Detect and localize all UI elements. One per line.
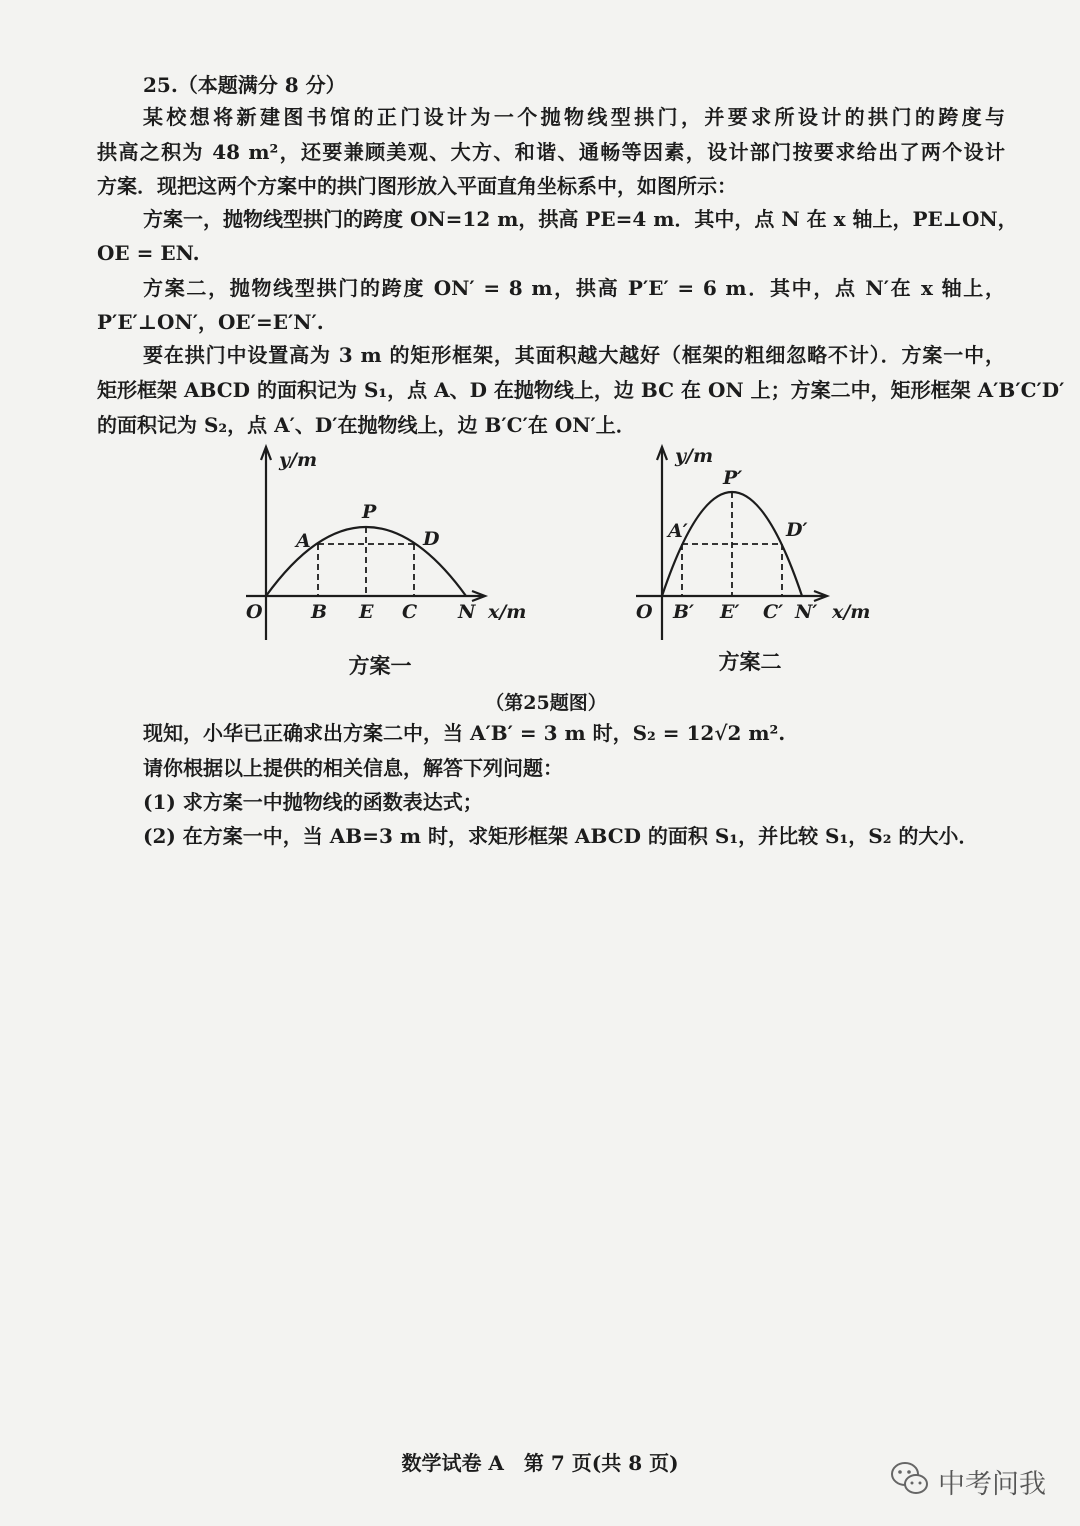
question-line-5: OE = EN. [97, 241, 200, 265]
watermark-text: 中考问我 [938, 1469, 1046, 1500]
figure-caption-scheme-two: 方案二 [718, 649, 782, 674]
point-label-c: C [402, 601, 418, 623]
question-line-8: 要在拱门中设置高为 3 m 的矩形框架，其面积越大越好（框架的粗细忽略不计）．方案一中， [143, 343, 1005, 367]
x-axis-label: x/m [832, 601, 871, 623]
y-axis-label: y/m [675, 445, 714, 467]
sub-question-1: (1) 求方案一中抛物线的函数表达式； [143, 790, 483, 814]
figure-caption: （第25题图） [485, 692, 607, 714]
page-footer: 数学试卷 A 第 7 页(共 8 页) [401, 1451, 679, 1475]
point-label-a: A [296, 530, 311, 552]
point-label-c-prime: C′ [763, 601, 784, 623]
question-line-9: 矩形框架 ABCD 的面积记为 S₁，点 A、D 在抛物线上，边 BC 在 ON 上；方案二中，矩形框架 A′B′C′D′ [97, 378, 1065, 402]
question-header: 25.（本题满分 8 分） [143, 73, 346, 97]
figure-caption-scheme-one: 方案一 [348, 653, 412, 678]
question-line-7: P′E′⊥ON′，OE′=E′N′. [97, 310, 324, 334]
point-label-a-prime: A′ [668, 520, 688, 542]
point-label-o: O [246, 601, 263, 623]
point-label-p-prime: P′ [723, 467, 743, 489]
point-label-b-prime: B′ [673, 601, 695, 623]
question-line-1: 某校想将新建图书馆的正门设计为一个抛物线型拱门，并要求所设计的拱门的跨度与 [143, 105, 1005, 129]
figure-scheme-one [246, 447, 526, 678]
y-axis-label: y/m [279, 449, 318, 471]
point-label-e-prime: E′ [720, 601, 740, 623]
point-label-e: E [359, 601, 374, 623]
question-line-4: 方案一，抛物线型拱门的跨度 ON=12 m，拱高 PE=4 m．其中，点 N 在 x 轴上，PE⊥ON， [143, 207, 1018, 231]
point-label-o: O [636, 601, 653, 623]
figure-diagrams [220, 440, 900, 690]
followup-line-1: 现知，小华已正确求出方案二中，当 A′B′ = 3 m 时，S₂ = 12√2 m². [143, 721, 786, 745]
point-label-p: P [362, 501, 377, 523]
point-label-b: B [311, 601, 328, 623]
wechat-icon [890, 1460, 930, 1498]
question-line-10: 的面积记为 S₂，点 A′、D′在抛物线上，边 B′C′在 ON′上． [97, 413, 636, 437]
point-label-d: D [423, 528, 440, 550]
point-label-n: N [458, 601, 476, 623]
point-label-n-prime: N′ [795, 601, 818, 623]
point-label-d-prime: D′ [786, 519, 808, 541]
sub-question-2: (2) 在方案一中，当 AB=3 m 时，求矩形框架 ABCD 的面积 S₁，并比较 S₁，S₂ 的大小． [143, 824, 979, 848]
x-axis-label: x/m [488, 601, 527, 623]
figure-scheme-two [636, 445, 870, 674]
question-line-2: 拱高之积为 48 m²，还要兼顾美观、大方、和谐、通畅等因素，设计部门按要求给出了两个设计 [97, 140, 1005, 164]
question-line-6: 方案二，抛物线型拱门的跨度 ON′ = 8 m，拱高 P′E′ = 6 m．其中，点 N′在 x 轴上， [143, 276, 1005, 300]
question-line-3: 方案．现把这两个方案中的拱门图形放入平面直角坐标系中，如图所示： [97, 174, 737, 198]
followup-line-2: 请你根据以上提供的相关信息，解答下列问题： [143, 756, 563, 780]
